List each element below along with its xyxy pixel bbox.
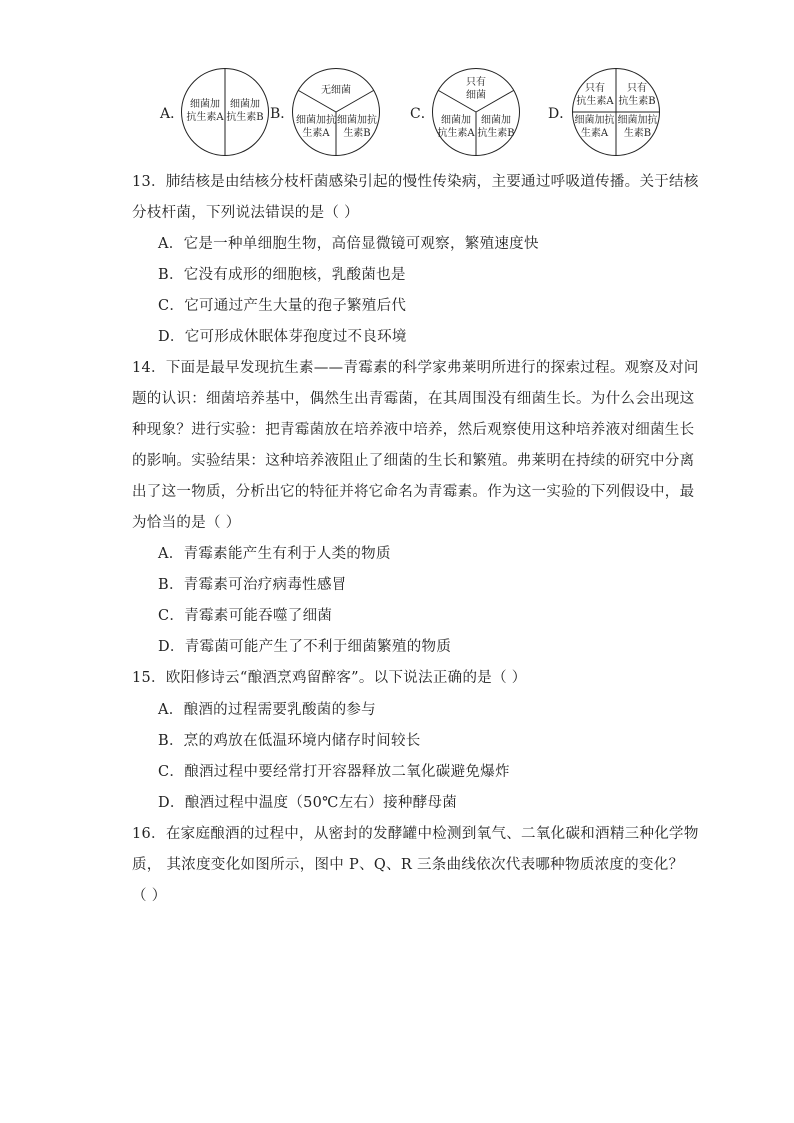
q14-option-d[interactable]: D．青霉菌可能产生了不利于细菌繁殖的物质 (158, 639, 452, 655)
q15-stem: 15．欧阳修诗云“酿酒烹鸡留醉客”。以下说法正确的是（ ） (132, 670, 527, 686)
q16-stem-line1: 16．在家庭酿酒的过程中，从密封的发酵罐中检测到氧气、二氧化碳和酒精三种化学物 (132, 826, 699, 842)
q16-stem-line3: （ ） (132, 888, 167, 904)
q13-stem-line1: 13．肺结核是由结核分枝杆菌感染引起的慢性传染病，主要通过呼吸道传播。关于结核 (132, 174, 699, 190)
circle-options-row (0, 66, 794, 166)
q16-stem-line2: 质， 其浓度变化如图所示，图中 P、Q、R 三条曲线依次代表哪种物质浓度的变化？ (132, 857, 684, 873)
circle-c-top-text: 只有 细菌 (466, 77, 486, 101)
circle-d-bottom-left-text: 细菌加抗 生素A (574, 115, 615, 139)
option-b-letter: B． (270, 106, 295, 122)
circle-option-a (181, 68, 269, 156)
q14-option-a[interactable]: A．青霉素能产生有利于人类的物质 (158, 546, 391, 562)
q13-stem-line2: 分枝杆菌，下列说法错误的是（ ） (132, 205, 359, 221)
circle-option-b (292, 68, 380, 156)
q13-option-d[interactable]: D．它可形成休眠体芽孢度过不良环境 (158, 329, 407, 345)
q14-stem-line6: 为恰当的是（ ） (132, 515, 241, 531)
q14-stem-line3: 种现象？进行实验：把青霉菌放在培养液中培养，然后观察使用这种培养液对细菌生长 (132, 422, 695, 438)
circle-d-top-right-text: 只有 抗生素B (618, 83, 656, 107)
circle-b-bottom-left-text: 细菌加抗 生素A (296, 115, 336, 139)
option-a-letter: A． (160, 106, 185, 122)
q14-stem-line5: 出了这一物质，分析出它的特征并将它命名为青霉素。作为这一实验的下列假设中，最 (132, 484, 695, 500)
circle-option-d (572, 68, 660, 156)
circle-option-c (432, 68, 520, 156)
q14-option-b[interactable]: B．青霉素可治疗病毒性感冒 (158, 577, 347, 593)
q14-option-c[interactable]: C．青霉素可能吞噬了细菌 (158, 608, 333, 624)
circle-c-bottom-left-text: 细菌加 抗生素A (437, 115, 475, 139)
q13-option-a[interactable]: A．它是一种单细胞生物，高倍显微镜可观察，繁殖速度快 (158, 236, 539, 252)
circle-b-top-text: 无细菌 (321, 85, 351, 96)
q15-option-b[interactable]: B．烹的鸡放在低温环境内储存时间较长 (158, 733, 421, 749)
circle-d-bottom-right-text: 细菌加抗 生素B (617, 115, 658, 139)
circle-a-right-text: 细菌加 抗生素B (226, 99, 264, 123)
q13-option-b[interactable]: B．它没有成形的细胞核，乳酸菌也是 (158, 267, 406, 283)
circle-b-bottom-right-text: 细菌加抗 生素B (337, 115, 377, 139)
q15-option-c[interactable]: C．酿酒过程中要经常打开容器释放二氧化碳避免爆炸 (158, 764, 510, 780)
q14-stem-line2: 题的认识：细菌培养基中，偶然生出青霉菌，在其周围没有细菌生长。为什么会出现这 (132, 391, 695, 407)
circle-c-bottom-right-text: 细菌加 抗生素B (477, 115, 515, 139)
circle-d-top-left-text: 只有 抗生素A (576, 83, 614, 107)
option-c-letter: C． (410, 106, 435, 122)
option-d-letter: D． (548, 106, 574, 122)
q13-option-c[interactable]: C．它可通过产生大量的孢子繁殖后代 (158, 298, 407, 314)
q14-stem-line1: 14．下面是最早发现抗生素——青霉素的科学家弗莱明所进行的探索过程。观察及对问 (132, 360, 699, 376)
q15-option-d[interactable]: D．酿酒过程中温度（50℃左右）接种酵母菌 (158, 795, 458, 811)
q15-option-a[interactable]: A．酿酒的过程需要乳酸菌的参与 (158, 702, 376, 718)
q14-stem-line4: 的影响。实验结果：这种培养液阻止了细菌的生长和繁殖。弗莱明在持续的研究中分离 (132, 453, 695, 469)
circle-a-left-text: 细菌加 抗生素A (186, 99, 224, 123)
